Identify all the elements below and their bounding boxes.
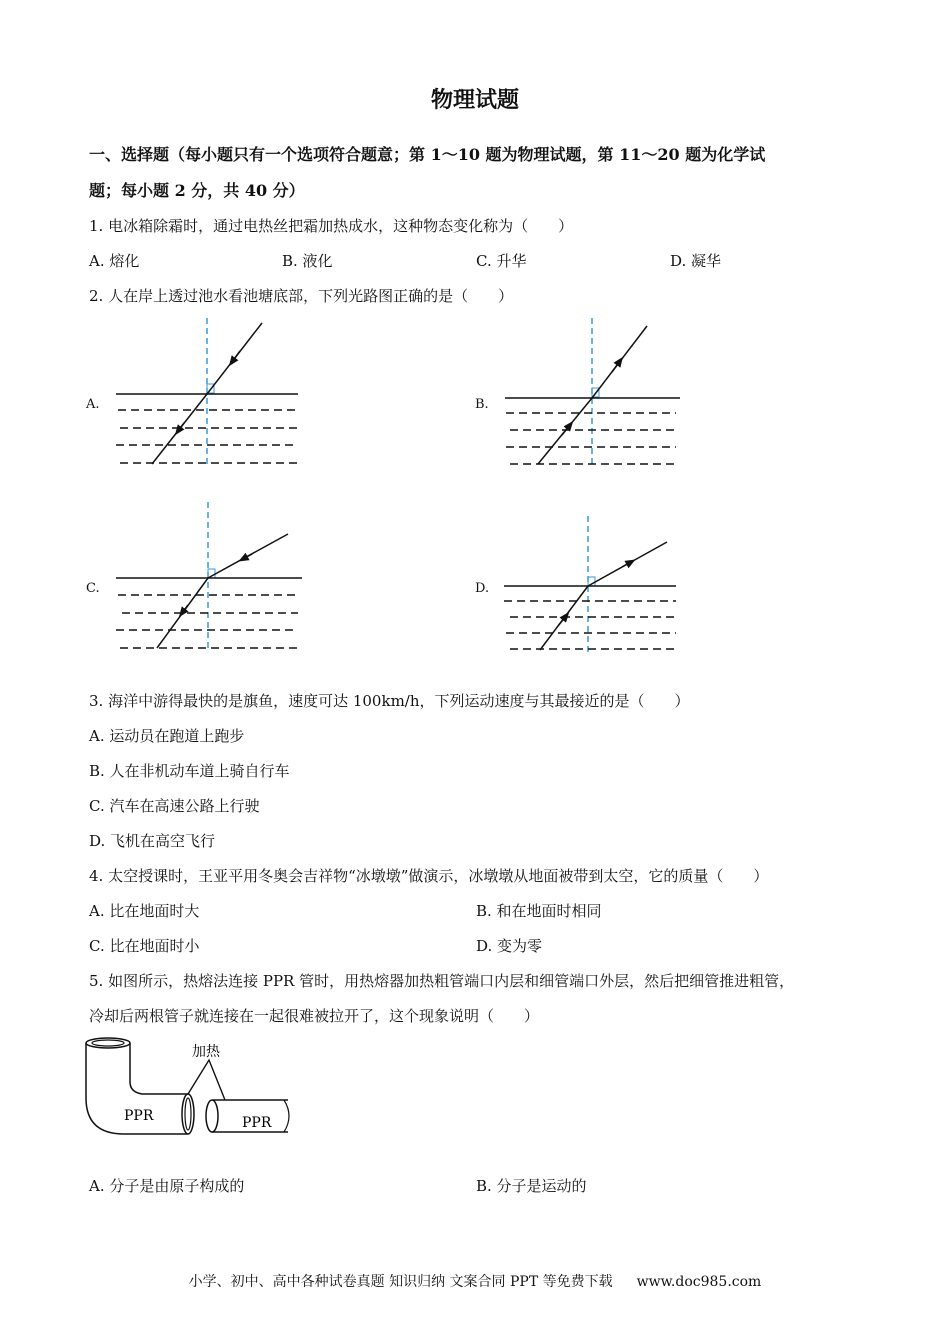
q4-stem: 4. 太空授课时，王亚平用冬奥会吉祥物“冰墩墩”做演示，冰墩墩从地面被带到太空，它的质量（ ） — [89, 867, 769, 885]
footer-text: 小学、初中、高中各种试卷真题 知识归纳 文案合同 PPT 等免费下载 — [188, 1274, 613, 1290]
q2-diagram-d-svg — [500, 516, 700, 656]
q1-stem: 1. 电冰箱除霜时，通过电热丝把霜加热成水，这种物态变化称为（ ） — [89, 217, 574, 235]
q5-stem-line1: 5. 如图所示，热熔法连接 PPR 管时，用热熔器加热粗管端口内层和细管端口外层，然后把细管推进粗管， — [89, 972, 795, 990]
page-title: 物理试题 — [430, 87, 519, 113]
q3-option-d: D. 飞机在高空飞行 — [89, 832, 216, 850]
q5-heat-label: 加热 — [192, 1044, 220, 1060]
section-heading-line2: 题；每小题 2 分，共 40 分） — [89, 181, 305, 200]
q2-diagram-c — [110, 502, 310, 652]
q2-diagram-d — [500, 516, 700, 656]
q3-stem: 3. 海洋中游得最快的是旗鱼，速度可达 100km/h，下列运动速度与其最接近的是（ ） — [89, 692, 690, 710]
q4-option-c: C. 比在地面时小 — [89, 937, 200, 955]
q1-option-a: A. 熔化 — [89, 252, 140, 270]
q5-ppr-figure-svg — [84, 1036, 299, 1141]
q2-diagram-b-label: B. — [475, 397, 489, 412]
q2-diagram-c-svg — [110, 502, 310, 652]
q3-option-b: B. 人在非机动车道上骑自行车 — [89, 762, 290, 780]
q4-option-d: D. 变为零 — [476, 937, 543, 955]
q2-diagram-a — [110, 318, 310, 468]
q1-option-d: D. 凝华 — [670, 252, 722, 270]
q5-ppr-label-2: PPR — [242, 1115, 272, 1131]
q3-option-c: C. 汽车在高速公路上行驶 — [89, 797, 260, 815]
q2-diagram-d-label: D. — [475, 581, 490, 596]
q2-diagram-b-svg — [500, 318, 700, 468]
q1-option-b: B. 液化 — [282, 252, 333, 270]
q5-option-a: A. 分子是由原子构成的 — [89, 1177, 245, 1195]
page-footer — [0, 1271, 950, 1291]
q4-option-a: A. 比在地面时大 — [89, 902, 200, 920]
q2-stem: 2. 人在岸上透过池水看池塘底部，下列光路图正确的是（ ） — [89, 287, 514, 305]
q5-option-b: B. 分子是运动的 — [476, 1177, 587, 1195]
q2-diagram-c-label: C. — [86, 581, 100, 596]
footer-url[interactable]: www.doc985.com — [636, 1274, 762, 1290]
q3-option-a: A. 运动员在跑道上跑步 — [89, 727, 245, 745]
q2-diagram-b — [500, 318, 700, 468]
q1-option-c: C. 升华 — [476, 252, 527, 270]
q2-diagram-a-label: A. — [86, 397, 100, 412]
q5-stem-line2: 冷却后两根管子就连接在一起很难被拉开了，这个现象说明（ ） — [89, 1007, 540, 1025]
section-heading-line1: 一、选择题（每小题只有一个选项符合题意；第 1～10 题为物理试题，第 11～20 题为化学试 — [89, 145, 766, 164]
q2-diagram-a-svg — [110, 318, 310, 468]
q5-ppr-figure — [84, 1036, 299, 1141]
q4-option-b: B. 和在地面时相同 — [476, 902, 602, 920]
q5-ppr-label-1: PPR — [124, 1108, 154, 1124]
